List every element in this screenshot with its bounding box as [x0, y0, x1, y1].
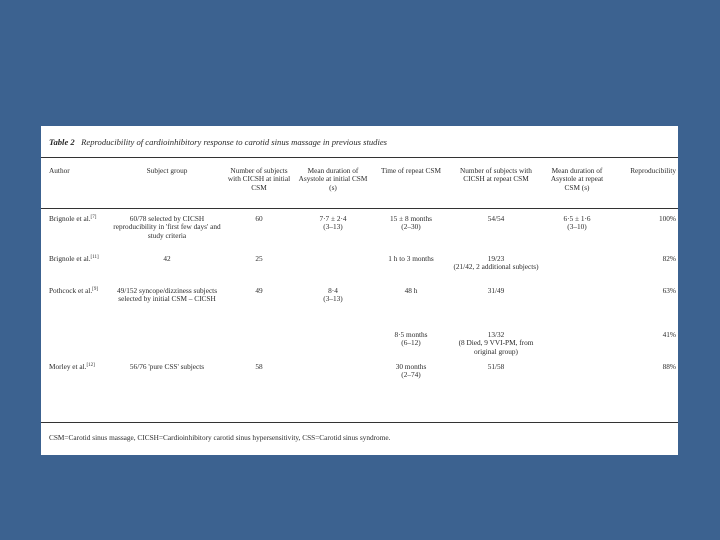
- cell-time-repeat: [371, 361, 451, 391]
- header-n-initial: Number of subjects with CICSH at initial CSM: [227, 166, 291, 192]
- cell-asystole-initial: [295, 285, 371, 329]
- cell-n-initial: [223, 329, 295, 361]
- cell-asystole-repeat: [541, 361, 613, 391]
- table-caption-label: Table 2: [49, 137, 75, 147]
- table-row: [41, 285, 678, 329]
- author-ref: [12]: [86, 363, 95, 368]
- table-footnote: CSM=Carotid sinus massage, CICSH=Cardioinhibitory carotid sinus hypersensitivity, CSS=Carotid sinus syndrome.: [49, 433, 391, 442]
- cell-n-repeat: 51/58: [487, 362, 505, 371]
- cell-n-repeat: 31/49: [487, 286, 505, 295]
- cell-reproducibility: 88%: [662, 362, 676, 371]
- header-time-repeat: Time of repeat CSM: [381, 166, 441, 175]
- cell-n-initial: 49: [255, 286, 263, 295]
- cell-group: 56/76 'pure CSS' subjects: [129, 362, 205, 371]
- table-row: [41, 207, 678, 253]
- asystole-initial-value: 7·7 ± 2·4: [319, 214, 347, 223]
- cell-n-repeat: [451, 253, 541, 285]
- time-repeat-value: 30 months: [395, 362, 427, 371]
- cell-reproducibility: 100%: [658, 214, 676, 223]
- asystole-repeat-range: (3–10): [567, 222, 587, 232]
- cell-author: [41, 207, 111, 253]
- cell-reproducibility: 63%: [662, 286, 676, 295]
- cell-time-repeat: [371, 207, 451, 253]
- cell-asystole-repeat: [541, 329, 613, 361]
- cell-asystole-initial: [295, 361, 371, 391]
- cell-group: [111, 329, 223, 361]
- time-repeat-range: (6–12): [401, 338, 421, 348]
- author-name: Brignole et al.: [49, 214, 91, 223]
- cell-n-initial: 58: [255, 362, 263, 371]
- asystole-repeat-value: 6·5 ± 1·6: [563, 214, 591, 223]
- asystole-initial-value: 8·4: [328, 286, 338, 295]
- table-row: [41, 329, 678, 361]
- cell-author: [41, 329, 111, 361]
- author-ref: [7]: [90, 215, 97, 220]
- table-row: [41, 253, 678, 285]
- cell-n-initial: 60: [255, 214, 263, 223]
- cell-reproducibility: 82%: [662, 254, 676, 263]
- cell-reproducibility: 41%: [662, 330, 676, 339]
- cell-n-initial: 25: [255, 254, 263, 263]
- time-repeat-value: 15 ± 8 months: [390, 214, 432, 223]
- n-repeat-value: 13/32: [487, 330, 505, 339]
- time-repeat-range: (2–30): [401, 222, 421, 232]
- table-caption-text: Reproducibility of cardioinhibitory response to carotid sinus massage in previous studies: [81, 137, 388, 147]
- cell-time-repeat: [371, 329, 451, 361]
- cell-asystole-repeat: [541, 207, 613, 253]
- cell-group: 42: [163, 254, 171, 263]
- bottom-rule: [41, 422, 678, 423]
- author-name: Pothcock et al.: [49, 286, 93, 295]
- cell-group: 49/152 syncope/dizziness subjects selected by initial CSM – CICSH: [116, 286, 218, 304]
- top-rule: [41, 157, 678, 158]
- cell-asystole-initial: [295, 329, 371, 361]
- table-image: [41, 126, 678, 455]
- header-asystole-initial: Mean duration of Asystole at initial CSM (s): [298, 166, 368, 192]
- cell-group: 60/78 selected by CICSH reproducibility in 'first few days' and study criteria: [113, 214, 221, 240]
- author-ref: [9]: [92, 287, 99, 292]
- author-ref: [11]: [90, 255, 99, 260]
- header-author: Author: [49, 166, 70, 175]
- cell-time-repeat: 1 h to 3 months: [388, 254, 434, 263]
- n-repeat-note: (21/42, 2 additional subjects): [453, 262, 539, 272]
- asystole-initial-range: (3–13): [323, 222, 343, 232]
- author-name: Morley et al.: [49, 362, 87, 371]
- table-row: [41, 361, 678, 391]
- header-n-repeat: Number of subjects with CICSH at repeat CSM: [460, 166, 532, 184]
- n-repeat-note: (8 Died, 9 VVI-PM, from original group): [458, 338, 534, 356]
- header-asystole-repeat: Mean duration of Asystole at repeat CSM (s): [550, 166, 604, 192]
- header-row: [41, 163, 678, 207]
- asystole-initial-range: (3–13): [323, 294, 343, 304]
- author-name: Brignole et al.: [49, 254, 91, 263]
- cell-asystole-initial: [295, 207, 371, 253]
- table-caption: [49, 137, 387, 147]
- cell-author: [41, 253, 111, 285]
- n-repeat-value: 19/23: [487, 254, 505, 263]
- cell-time-repeat: 48 h: [404, 286, 418, 295]
- cell-asystole-repeat: [541, 285, 613, 329]
- cell-asystole-repeat: [541, 253, 613, 285]
- cell-n-repeat: 54/54: [487, 214, 505, 223]
- cell-asystole-initial: [295, 253, 371, 285]
- cell-author: [41, 361, 111, 391]
- header-subject-group: Subject group: [146, 166, 188, 175]
- cell-n-repeat: [451, 329, 541, 361]
- cell-author: [41, 285, 111, 329]
- header-reproducibility: Reproducibility: [630, 166, 676, 175]
- time-repeat-value: 8·5 months: [394, 330, 428, 339]
- data-table: [41, 163, 678, 391]
- time-repeat-range: (2–74): [401, 370, 421, 380]
